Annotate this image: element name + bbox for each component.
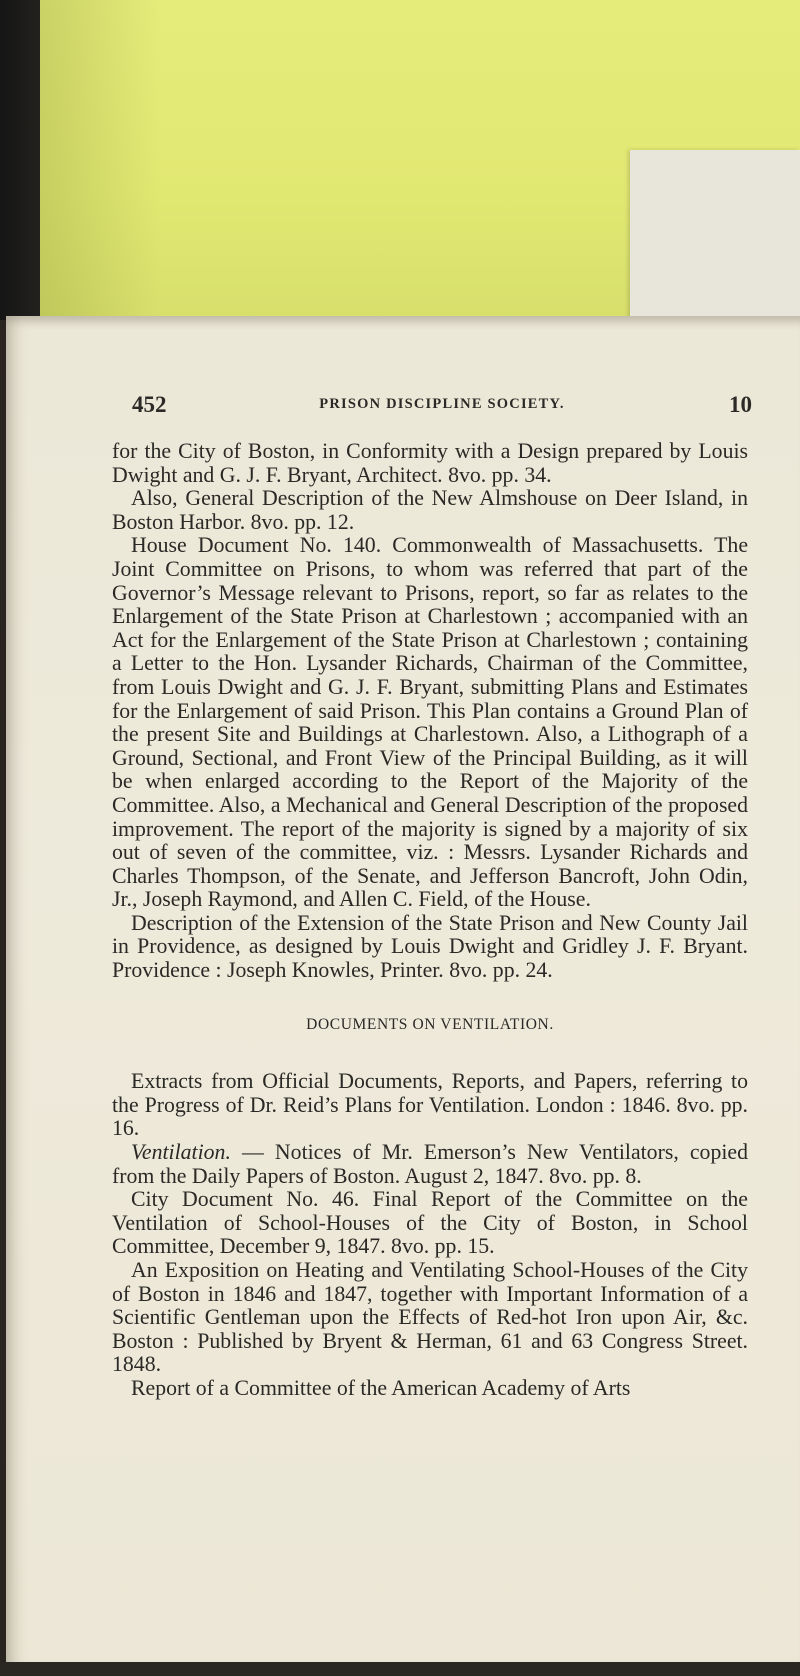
body-text	[112, 440, 748, 1401]
section-heading: DOCUMENTS ON VENTILATION.	[306, 1015, 554, 1033]
paragraph-2: Also, General Description of the New Almshouse on Deer Island, in Boston Harbor. 8vo. pp. 12.	[112, 486, 748, 534]
paragraph-4: Description of the Extension of the State Prison and New County Jail in Providence, as designed by Louis Dwight and Gridley J. F. Bryant. Providence : Joseph Knowles, Printer. 8vo. pp. 24.	[112, 910, 748, 983]
running-head: PRISON DISCIPLINE SOCIETY.	[319, 396, 565, 412]
paragraph-3: House Document No. 140. Commonwealth of Massachusetts. The Joint Committee on Prisons, to whom was referred that part of the Governor’s Message relevant to Prisons, report, so far as relates to the Enlargement of the State Prison at Charlestown ; accompanied with an Act for the Enlargement of the State Prison at Charlestown ; containing a Letter to the Hon. Lysander Richards, Chairman of the Committee, from Louis Dwight and G. J. F. Bryant, submitting Plans and Estimates for the Enlargement of said Prison. This Plan contains a Ground Plan of the present Site and Buildings at Charlestown. Also, a Lithograph of a Ground, Sectional, and Front View of the Principal Building, as it will be when enlarged according to the Report of the Majority of the Committee. Also, a Mechanical and General Description of the proposed improvement. The report of the majority is signed by a majority of six out of seven of the committee, viz. : Messrs. Lysander Richards and Charles Thompson, of the Senate, and Jefferson Bancroft, John Odin, Jr., Joseph Raymond, and Allen C. Field, of the House.	[112, 533, 748, 912]
ventilation-2-title: Ventilation.	[131, 1140, 231, 1165]
ventilation-4: An Exposition on Heating and Ventilating School-Houses of the City of Boston in 1846 and 1847, together with Important Information of a Scientific Gentleman upon the Effects of Red-hot Iron upon Air, &c. Boston : Published by Bryent & Herman, 61 and 63 Congress Street. 1848.	[112, 1258, 748, 1377]
signature-mark: 10	[729, 392, 752, 417]
ventilation-2-rest: — Notices of Mr. Emerson’s New Ventilators, copied from the Daily Papers of Boston. August 2, 1847. 8vo. pp. 8.	[112, 1140, 748, 1188]
page-number: 452	[132, 392, 167, 417]
page-header	[132, 392, 752, 422]
paragraph-1: for the City of Boston, in Conformity with a Design prepared by Louis Dwight and G. J. F. Bryant, Architect. 8vo. pp. 34.	[112, 439, 748, 487]
ventilation-5: Report of a Committee of the American Academy of Arts	[131, 1375, 631, 1400]
ventilation-3: City Document No. 46. Final Report of the Committee on the Ventilation of School-Houses of the City of Boston, in School Committee, December 9, 1847. 8vo. pp. 15.	[112, 1187, 748, 1259]
ventilation-1: Extracts from Official Documents, Reports, and Papers, referring to the Progress of Dr. Reid’s Plans for Ventilation. London : 1846. 8vo. pp. 16.	[112, 1069, 748, 1141]
bottom-edge	[0, 1662, 800, 1676]
ventilation-2	[112, 1141, 748, 1188]
library-slip	[630, 150, 800, 325]
